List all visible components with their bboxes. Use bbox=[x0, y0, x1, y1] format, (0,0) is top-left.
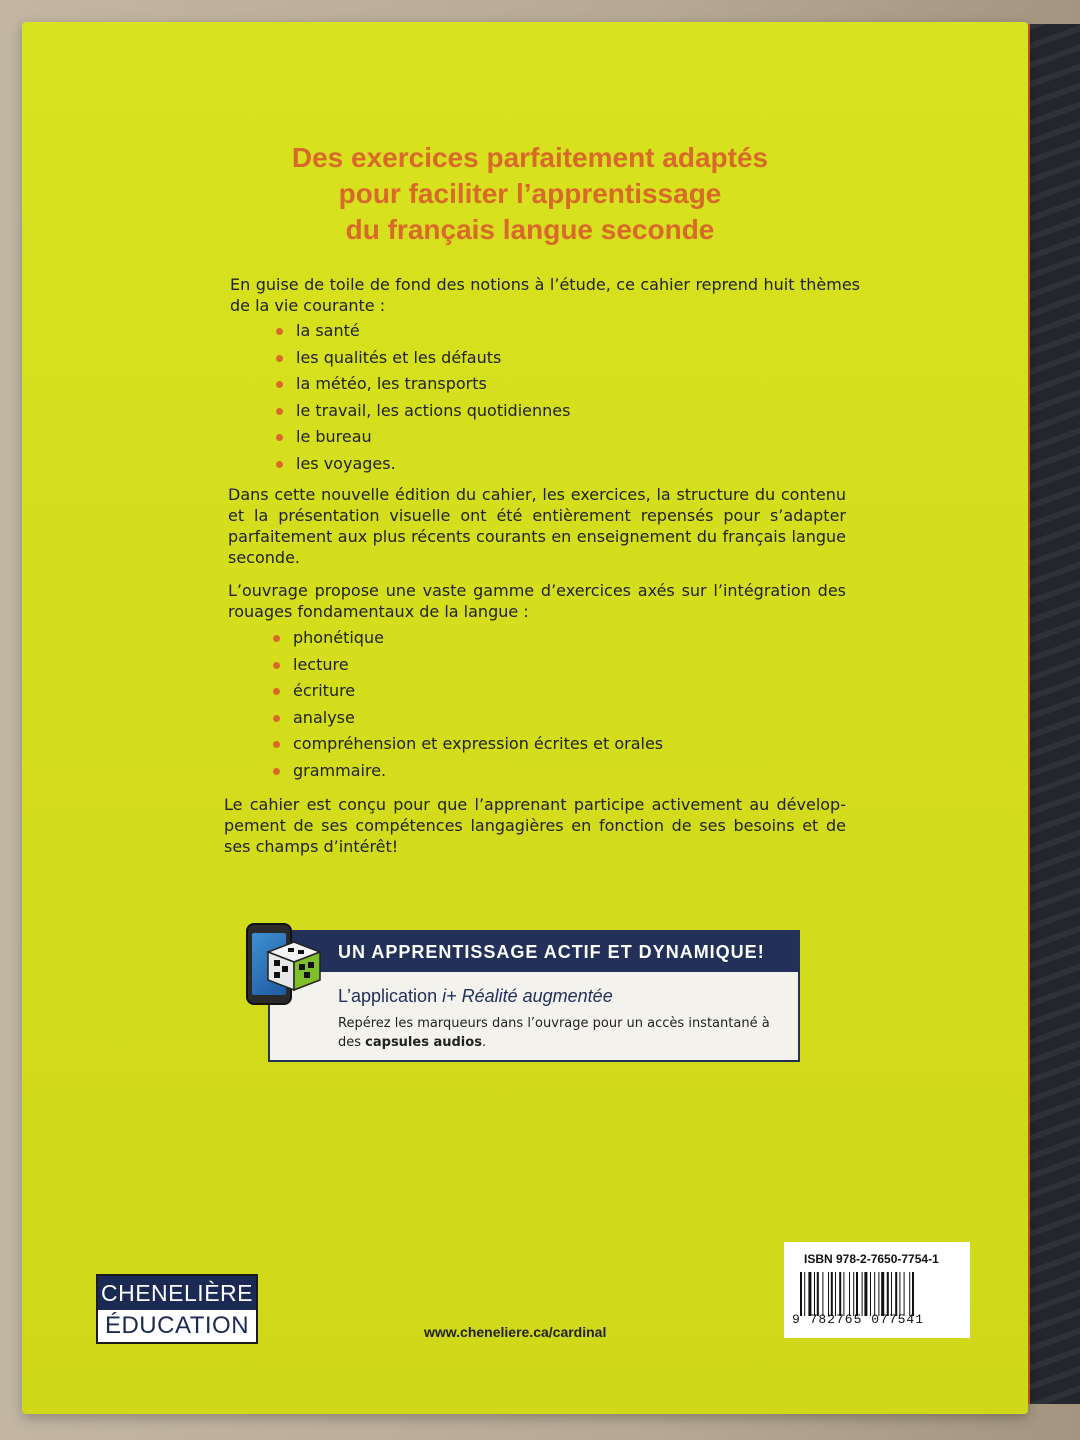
headline-line-1: Des exercices parfaitement adaptés bbox=[291, 142, 769, 173]
barcode-bar bbox=[891, 1272, 892, 1316]
ouvrage-paragraph: L’ouvrage propose une vaste gamme d’exercices axés sur l’intégration des rouages fondamentaux de la langue : bbox=[228, 581, 846, 621]
barcode-bar bbox=[843, 1272, 844, 1316]
list-item: analyse bbox=[273, 705, 663, 732]
publisher-name-bottom: ÉDUCATION bbox=[104, 1312, 250, 1339]
website-url: www.cheneliere.ca/cardinal bbox=[424, 1324, 607, 1340]
edition-paragraph: Dans cette nouvelle édition du cahier, les exercices, la structure du contenu et la présentation visuelle ont été entièrement repensés pour s’adapter parfaitement aux plus récents courants en enseignement du français langue seconde. bbox=[228, 485, 846, 567]
barcode-bar bbox=[839, 1272, 841, 1316]
list-item: les qualités et les défauts bbox=[276, 345, 570, 372]
bullet-icon bbox=[276, 381, 283, 388]
barcode-bar bbox=[881, 1272, 884, 1316]
bullet-icon bbox=[273, 715, 280, 722]
bullet-icon bbox=[276, 408, 283, 415]
bullet-icon bbox=[276, 328, 283, 335]
intro-paragraph: En guise de toile de fond des notions à l’étude, ce cahier reprend huit thèmes de la vie courante : bbox=[230, 275, 860, 315]
barcode-bar bbox=[831, 1272, 833, 1316]
cover-headline bbox=[200, 140, 860, 248]
barcode-bar bbox=[828, 1272, 829, 1316]
list-item: grammaire. bbox=[273, 758, 663, 785]
barcode-bar bbox=[912, 1272, 914, 1316]
list-item: la météo, les transports bbox=[276, 371, 570, 398]
ar-app-name: L’application i+ Réalité augmentée bbox=[338, 986, 613, 1006]
barcode-bar bbox=[849, 1272, 850, 1316]
isbn-label: ISBN 978-2-7650-7754-1 bbox=[804, 1252, 939, 1266]
bullet-icon bbox=[273, 688, 280, 695]
barcode-bar bbox=[862, 1272, 863, 1316]
list-item: phonétique bbox=[273, 625, 663, 652]
barcode-bar bbox=[835, 1272, 836, 1316]
publisher-name-top: CHENELIÈRE bbox=[98, 1276, 256, 1310]
barcode-bar bbox=[887, 1272, 889, 1316]
ar-box-header: UN APPRENTISSAGE ACTIF ET DYNAMIQUE! bbox=[270, 932, 798, 972]
bullet-icon bbox=[273, 662, 280, 669]
publisher-logo bbox=[96, 1274, 258, 1344]
bullet-icon bbox=[273, 635, 280, 642]
bullet-icon bbox=[273, 768, 280, 775]
bullet-icon bbox=[273, 741, 280, 748]
barcode-bar bbox=[899, 1272, 900, 1316]
barcode-bar bbox=[864, 1272, 867, 1316]
barcode-bar bbox=[822, 1272, 823, 1316]
list-item: la santé bbox=[276, 318, 570, 345]
barcode-bar bbox=[856, 1272, 858, 1316]
barcode-bar bbox=[804, 1272, 805, 1316]
barcode-digits: 9 782765 077541 bbox=[792, 1312, 925, 1327]
headline-line-3: du français langue seconde bbox=[345, 214, 715, 245]
barcode-bar bbox=[800, 1272, 802, 1316]
barcode-bar bbox=[814, 1272, 815, 1316]
themes-list bbox=[276, 318, 570, 477]
barcode-bar bbox=[904, 1272, 905, 1316]
barcode-bar bbox=[808, 1272, 811, 1316]
list-item: le bureau bbox=[276, 424, 570, 451]
barcode-icon bbox=[800, 1272, 954, 1316]
barcode-bar bbox=[878, 1272, 879, 1316]
list-item: le travail, les actions quotidiennes bbox=[276, 398, 570, 425]
barcode-bar bbox=[870, 1272, 871, 1316]
list-item: écriture bbox=[273, 678, 663, 705]
book-spine bbox=[1026, 24, 1080, 1404]
barcode-bar bbox=[874, 1272, 875, 1316]
list-item: lecture bbox=[273, 652, 663, 679]
bullet-icon bbox=[276, 461, 283, 468]
augmented-reality-box bbox=[268, 930, 800, 1062]
bullet-icon bbox=[276, 434, 283, 441]
barcode-bar bbox=[817, 1272, 819, 1316]
barcode-bar bbox=[895, 1272, 897, 1316]
barcode-bar bbox=[853, 1272, 854, 1316]
closing-paragraph: Le cahier est conçu pour que l’apprenant participe activement au développement de ses compétences langagières en fonction de ses besoins et de ses champs d’intérêt! bbox=[224, 795, 846, 856]
augmented-reality-cube-icon bbox=[266, 940, 322, 992]
barcode-bar bbox=[909, 1272, 910, 1316]
skills-list bbox=[273, 625, 663, 784]
list-item: les voyages. bbox=[276, 451, 570, 478]
isbn-barcode bbox=[784, 1242, 970, 1338]
headline-line-2: pour faciliter l’apprentissage bbox=[338, 178, 722, 209]
bullet-icon bbox=[276, 355, 283, 362]
ar-description: Repérez les marqueurs dans l’ouvrage pour un accès instantané à des capsules audios. bbox=[338, 1016, 770, 1050]
list-item: compréhension et expression écrites et orales bbox=[273, 731, 663, 758]
